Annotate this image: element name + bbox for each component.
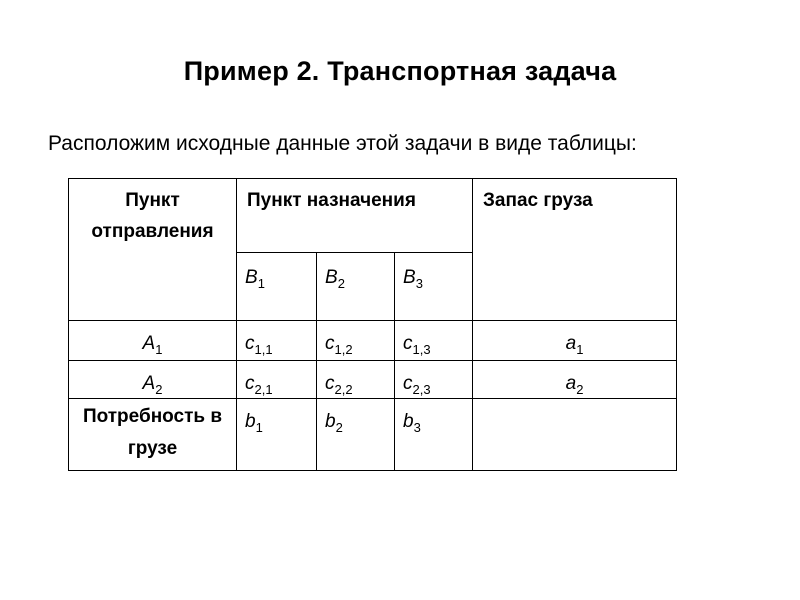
- header-row: [69, 179, 677, 253]
- demand-label: Потребность в грузе: [69, 399, 237, 471]
- transport-table: [68, 178, 677, 471]
- demand-cell: $b_3$: [395, 399, 473, 471]
- cost-cell: $c_{1,2}$: [317, 321, 395, 361]
- demand-cell: $b_1$: [237, 399, 317, 471]
- cost-cell: $c_{2,3}$: [395, 361, 473, 399]
- origin-cell: $A_2$: [69, 361, 237, 399]
- destination-header: Пункт назначения: [237, 179, 473, 253]
- stock-cell: $a_1$: [473, 321, 677, 361]
- demand-row: [69, 399, 677, 471]
- table-row: [69, 321, 677, 361]
- table-row: [69, 361, 677, 399]
- origin-header: Пункт отправления: [69, 179, 237, 321]
- slide-title: Пример 2. Транспортная задача: [183, 56, 617, 86]
- stock-header: Запас груза: [473, 179, 677, 321]
- destination-cell: $B_2$: [317, 253, 395, 321]
- stock-cell: $a_2$: [473, 361, 677, 399]
- destination-cell: $B_3$: [395, 253, 473, 321]
- cost-cell: $c_{2,2}$: [317, 361, 395, 399]
- cost-cell: $c_{2,1}$: [237, 361, 317, 399]
- intro-text: Расположим исходные данные этой задачи в виде таблицы:: [48, 132, 637, 155]
- empty-cell: [473, 399, 677, 471]
- cost-cell: $c_{1,1}$: [237, 321, 317, 361]
- destination-cell: $B_1$: [237, 253, 317, 321]
- demand-cell: $b_2$: [317, 399, 395, 471]
- cost-cell: $c_{1,3}$: [395, 321, 473, 361]
- origin-cell: $A_1$: [69, 321, 237, 361]
